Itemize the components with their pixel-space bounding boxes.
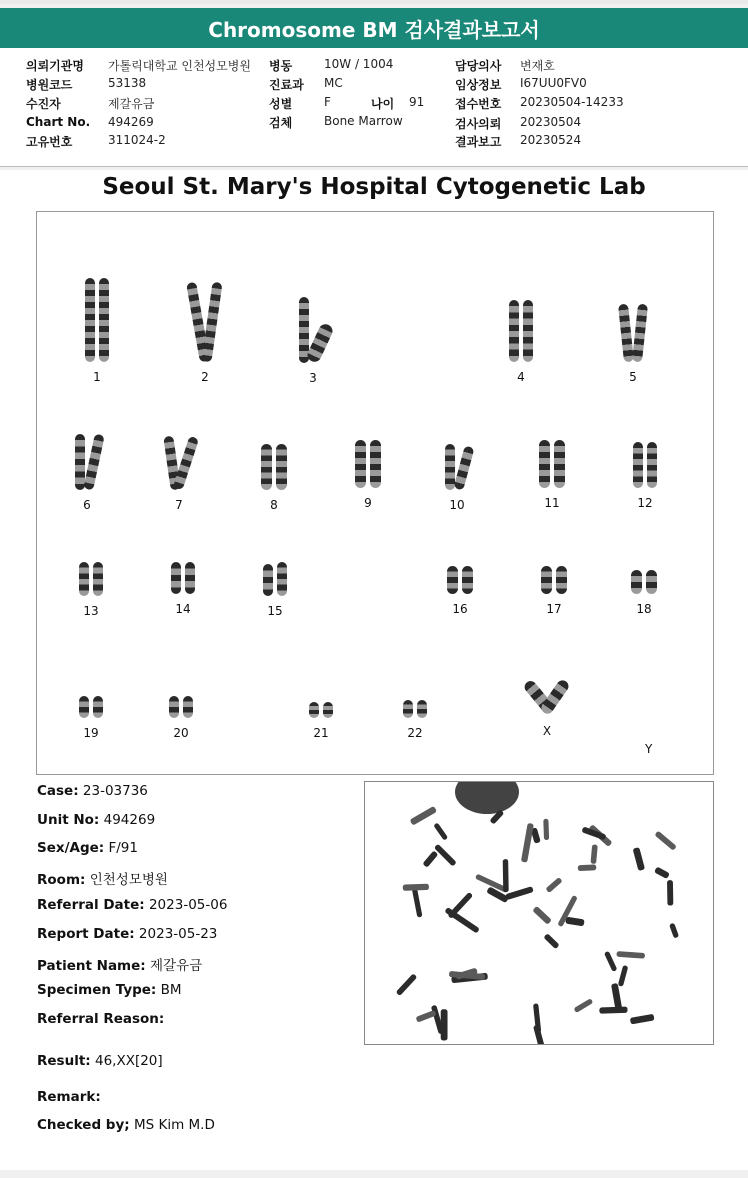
- chrom-19: [79, 696, 103, 740]
- chromosome: [305, 322, 335, 364]
- chrom-13: [79, 562, 103, 618]
- chromosome: [93, 562, 103, 596]
- metaphase-chromosome: [604, 951, 618, 972]
- chromosome: [201, 282, 222, 363]
- chromosome: [453, 445, 474, 490]
- chrom-14: [171, 562, 195, 616]
- chrom-21: [309, 702, 333, 740]
- chrom-pair: [403, 700, 427, 718]
- chromosome: [632, 304, 648, 363]
- header-label: 임상정보: [455, 78, 502, 92]
- chrom-pair: [193, 282, 217, 362]
- chromosome: [541, 566, 552, 594]
- chrom-x: [533, 678, 561, 738]
- chromosome: [79, 696, 89, 718]
- chromosome: [323, 702, 333, 718]
- chrom-16: [447, 566, 473, 616]
- metaphase-chromosome: [630, 1014, 655, 1025]
- chrom-label: 18: [636, 602, 652, 616]
- chrom-pair: [447, 566, 473, 594]
- chrom-label: 13: [83, 604, 99, 618]
- chrom-label: 10: [449, 498, 465, 512]
- metaphase-chromosome: [667, 880, 673, 905]
- chrom-10: [445, 444, 469, 512]
- header-value: 가톨릭대학교 인천성모병원: [108, 59, 251, 73]
- header-label: 수진자: [26, 97, 61, 111]
- chromosome: [79, 562, 89, 596]
- header-label: 진료과: [269, 78, 304, 92]
- metaphase-chromosome: [633, 847, 645, 871]
- metaphase-chromosome: [521, 823, 534, 863]
- metaphase-chromosome: [441, 1009, 448, 1040]
- metaphase-chromosome: [611, 983, 622, 1011]
- header-value: 10W / 1004: [324, 57, 394, 71]
- metaphase-chromosome: [616, 951, 645, 959]
- chromosome: [554, 440, 565, 488]
- chromosome: [633, 442, 643, 488]
- header-value: I67UU0FV0: [520, 76, 587, 90]
- room-row: Room: 인천성모병원: [37, 872, 168, 888]
- chrom-8: [261, 444, 287, 512]
- header-value: 311024-2: [108, 133, 166, 147]
- chrom-pair: [633, 442, 657, 488]
- chrom-label: 12: [637, 496, 653, 510]
- chrom-label: 11: [544, 496, 560, 510]
- chrom-pair: [263, 562, 287, 596]
- header-value: 494269: [108, 115, 154, 129]
- header-label: 검체: [269, 116, 293, 130]
- header-label: 성별: [269, 97, 293, 111]
- referral-reason-row: Referral Reason:: [37, 1011, 165, 1027]
- age-value: 91: [409, 95, 425, 109]
- chrom-label: 8: [270, 498, 278, 512]
- sex-age-row: Sex/Age: F/91: [37, 840, 138, 856]
- chrom-pair: [171, 562, 195, 594]
- chrom-pair: [261, 444, 287, 490]
- metaphase-chromosome: [434, 844, 457, 867]
- chromosome: [523, 300, 533, 362]
- header-label: 담당의사: [455, 59, 502, 73]
- header-label: 고유번호: [26, 135, 73, 149]
- patient-header: [0, 48, 748, 167]
- metaphase-chromosome: [543, 819, 549, 840]
- metaphase-chromosome: [503, 859, 509, 892]
- metaphase-chromosome: [545, 877, 562, 893]
- chrom-pair: [169, 696, 193, 718]
- chrom-label: 3: [309, 371, 317, 385]
- header-value: MC: [324, 76, 343, 90]
- metaphase-chromosome: [599, 1007, 627, 1014]
- metaphase-chromosome: [578, 864, 597, 871]
- header-label: 결과보고: [455, 135, 502, 149]
- chromosome: [183, 696, 193, 718]
- chrom-4: [509, 300, 533, 384]
- header-value: 20230504: [520, 115, 582, 129]
- chromosome: [646, 570, 657, 594]
- chrom-label: 4: [517, 370, 525, 384]
- age-label: 나이: [371, 97, 395, 111]
- metaphase-chromosome: [669, 923, 679, 939]
- metaphase-chromosome: [416, 1010, 437, 1023]
- chromosome: [99, 278, 109, 362]
- metaphase-image: [364, 781, 714, 1045]
- header-label: 접수번호: [455, 97, 502, 111]
- top-border: [0, 0, 748, 4]
- chrom-label: 9: [364, 496, 372, 510]
- header-label: 병원코드: [26, 78, 73, 92]
- chrom-12: [633, 442, 657, 510]
- chrom-label: 1: [93, 370, 101, 384]
- chrom-11: [539, 440, 565, 510]
- chromosome: [276, 444, 287, 490]
- chromosome: [403, 700, 413, 718]
- chrom-9: [355, 440, 381, 510]
- metaphase-chromosome: [532, 906, 552, 925]
- chromosome: [309, 702, 319, 718]
- chrom-pair: [309, 702, 333, 718]
- metaphase-chromosome: [396, 973, 418, 996]
- chrom-pair: [533, 678, 561, 716]
- chrom-22: [403, 700, 427, 740]
- header-label: 의뢰기관명: [26, 59, 84, 73]
- metaphase-chromosome: [422, 850, 438, 867]
- case-row: Case: 23-03736: [37, 783, 148, 799]
- chrom-pair: [299, 297, 327, 363]
- chromosome: [277, 562, 287, 596]
- chrom-7: [167, 436, 191, 512]
- metaphase-chromosome: [505, 886, 534, 900]
- chrom-label: 15: [267, 604, 283, 618]
- chromosome: [171, 562, 181, 594]
- chrom-label: X: [542, 724, 552, 738]
- chrom-5: [621, 304, 645, 384]
- chrom-label: 2: [201, 370, 209, 384]
- chromosome: [556, 566, 567, 594]
- unit-row: Unit No: 494269: [37, 812, 156, 828]
- metaphase-chromosome: [412, 888, 423, 918]
- chrom-pair: [167, 436, 191, 490]
- metaphase-chromosome: [654, 866, 670, 879]
- chrom-3: [299, 297, 327, 385]
- chromosome: [509, 300, 519, 362]
- result-row: Result: 46,XX[20]: [37, 1053, 163, 1069]
- chromosome: [539, 440, 550, 488]
- chrom-pair: [79, 562, 103, 596]
- header-label: 검사의뢰: [455, 117, 502, 131]
- chromosome: [83, 434, 104, 491]
- specimen-row: Specimen Type: BM: [37, 982, 182, 998]
- chromosome: [263, 564, 273, 596]
- remark-row: Remark:: [37, 1089, 101, 1105]
- chrom-label: 16: [452, 602, 468, 616]
- report-date-row: Report Date: 2023-05-23: [37, 926, 218, 942]
- chromosome: [185, 562, 195, 594]
- chrom-17: [541, 566, 567, 616]
- header-value: F: [324, 95, 331, 109]
- metaphase-chromosome: [573, 998, 593, 1013]
- report-title: Chromosome BM 검사결과보고서: [0, 8, 748, 48]
- chrom-label: 17: [546, 602, 562, 616]
- chrom-label: 7: [175, 498, 183, 512]
- metaphase-chromosome: [447, 892, 473, 919]
- chrom-pair: [509, 300, 533, 362]
- header-value: 20230504-14233: [520, 95, 624, 109]
- chrom-y: [645, 716, 652, 756]
- checked-by-row: Checked by; MS Kim M.D: [37, 1117, 215, 1133]
- chrom-pair: [75, 434, 99, 490]
- chrom-label: 22: [407, 726, 423, 740]
- chromosome: [417, 700, 427, 718]
- referral-date-row: Referral Date: 2023-05-06: [37, 897, 228, 913]
- metaphase-chromosome: [433, 822, 448, 840]
- chrom-label: 21: [313, 726, 329, 740]
- chromosome: [355, 440, 366, 488]
- lab-title: Seoul St. Mary's Hospital Cytogenetic Lab: [102, 174, 646, 200]
- header-value: 20230524: [520, 133, 582, 147]
- chromosome: [370, 440, 381, 488]
- metaphase-chromosome: [654, 831, 677, 851]
- karyogram: [36, 211, 714, 775]
- report-body: [0, 170, 748, 1170]
- patient-name-row: Patient Name: 제갈유금: [37, 958, 203, 974]
- chrom-label: Y: [645, 742, 653, 756]
- metaphase-spread: [365, 782, 713, 1044]
- chromosome: [631, 570, 642, 594]
- chrom-pair: [541, 566, 567, 594]
- header-value: 53138: [108, 76, 147, 90]
- chrom-pair: [355, 440, 381, 488]
- chrom-pair: [621, 304, 645, 362]
- metaphase-chromosome: [565, 917, 584, 927]
- chromosome: [85, 278, 95, 362]
- metaphase-chromosome: [444, 907, 479, 934]
- chrom-2: [193, 282, 217, 384]
- metaphase-chromosome: [590, 844, 597, 864]
- chrom-18: [631, 570, 657, 616]
- chrom-pair: [539, 440, 565, 488]
- chrom-20: [169, 696, 193, 740]
- header-value: 변재호: [520, 59, 555, 73]
- metaphase-chromosome: [410, 806, 438, 826]
- header-value: 제갈유금: [108, 97, 155, 111]
- chrom-15: [263, 562, 287, 618]
- chromosome: [618, 304, 634, 363]
- chromosome: [75, 434, 85, 490]
- header-value: Bone Marrow: [324, 114, 403, 128]
- chrom-label: 19: [83, 726, 99, 740]
- chrom-label: 20: [173, 726, 189, 740]
- chrom-label: 5: [629, 370, 637, 384]
- metaphase-chromosome: [543, 933, 559, 949]
- chrom-pair: [85, 278, 109, 362]
- chromosome: [261, 444, 272, 490]
- chrom-pair: [79, 696, 103, 718]
- chrom-1: [85, 278, 109, 384]
- chromosome: [647, 442, 657, 488]
- chromosome: [447, 566, 458, 594]
- chromosome: [93, 696, 103, 718]
- chromosome: [462, 566, 473, 594]
- header-label: 병동: [269, 59, 293, 73]
- chrom-pair: [631, 570, 657, 594]
- chrom-label: 6: [83, 498, 91, 512]
- chrom-label: 14: [175, 602, 191, 616]
- header-label: Chart No.: [26, 115, 91, 129]
- chrom-6: [75, 434, 99, 512]
- chrom-pair: [445, 444, 469, 490]
- chromosome: [445, 444, 455, 490]
- metaphase-chromosome: [403, 884, 429, 891]
- chromosome: [169, 696, 179, 718]
- metaphase-chromosome: [618, 965, 629, 987]
